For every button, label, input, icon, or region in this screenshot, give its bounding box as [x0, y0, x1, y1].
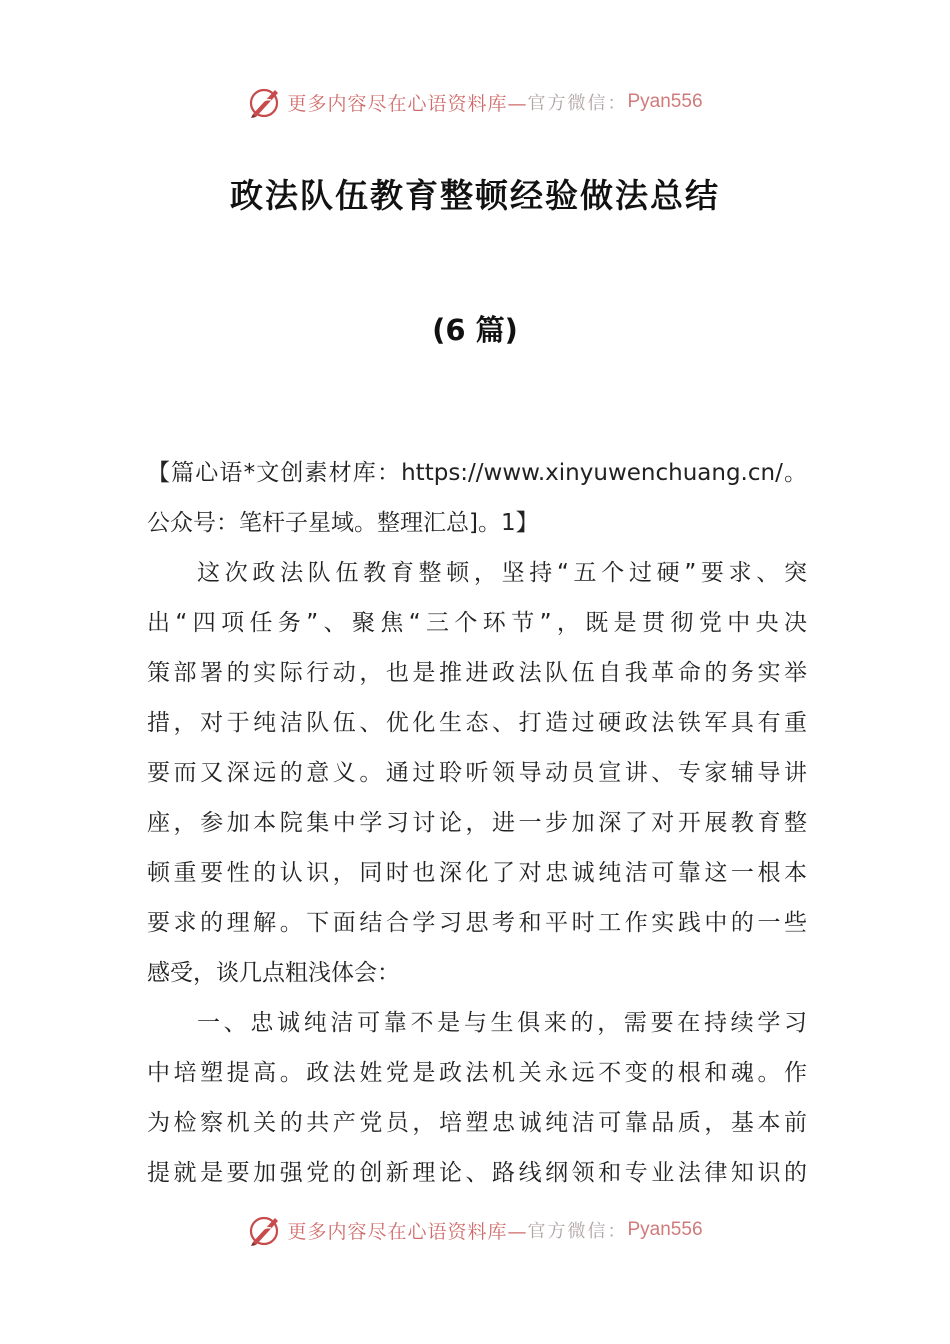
body-line: 中培塑提高。政法姓党是政法机关永远不变的根和魂。作	[147, 1060, 807, 1086]
body-line: 一、忠诚纯洁可靠不是与生俱来的，需要在持续学习	[197, 1010, 807, 1036]
header-wechat-label: 官方微信：	[527, 93, 628, 114]
footer-text: 更多内容尽在心语资料库—	[287, 1220, 528, 1243]
body-line: 座，参加本院集中学习讨论，进一步加深了对开展教育整	[147, 810, 807, 836]
document-title: 政法队伍教育整顿经验做法总结	[230, 176, 720, 215]
pen-logo-icon	[247, 1212, 283, 1248]
body-line: 这次政法队伍教育整顿，坚持“五个过硬”要求、突	[197, 560, 807, 586]
body-line: 提就是要加强党的创新理论、路线纲领和专业法律知识的	[147, 1160, 807, 1186]
footer-wechat-label: 官方微信：	[527, 1221, 628, 1242]
document-body	[147, 448, 807, 1198]
body-line: 感受，谈几点粗浅体会：	[147, 960, 400, 986]
document-subtitle: (6 篇)	[432, 313, 518, 347]
body-line: 要求的理解。下面结合学习思考和平时工作实践中的一些	[147, 910, 807, 936]
body-line: 要而又深远的意义。通过聆听领导动员宣讲、专家辅导讲	[147, 760, 807, 786]
header-wechat-id: Pyan556	[627, 91, 703, 112]
footer-wechat-id: Pyan556	[627, 1219, 703, 1240]
body-line: 策部署的实际行动，也是推进政法队伍自我革命的务实举	[147, 660, 807, 686]
footer-watermark	[0, 1210, 950, 1250]
body-line: 顿重要性的认识，同时也深化了对忠诚纯洁可靠这一根本	[147, 860, 807, 886]
header-watermark	[0, 82, 950, 122]
body-line: 为检察机关的共产党员，培塑忠诚纯洁可靠品质，基本前	[147, 1110, 807, 1136]
body-line: 公众号：笔杆子星域。整理汇总]。1】	[147, 510, 539, 536]
body-line: 【篇心语*文创素材库：https://www.xinyuwenchuang.cn/。	[147, 460, 807, 486]
header-text: 更多内容尽在心语资料库—	[287, 92, 528, 115]
pen-logo-icon	[247, 84, 283, 120]
body-line: 出“四项任务”、聚焦“三个环节”，既是贯彻党中央决	[147, 610, 807, 636]
body-line: 措，对于纯洁队伍、优化生态、打造过硬政法铁军具有重	[147, 710, 807, 736]
